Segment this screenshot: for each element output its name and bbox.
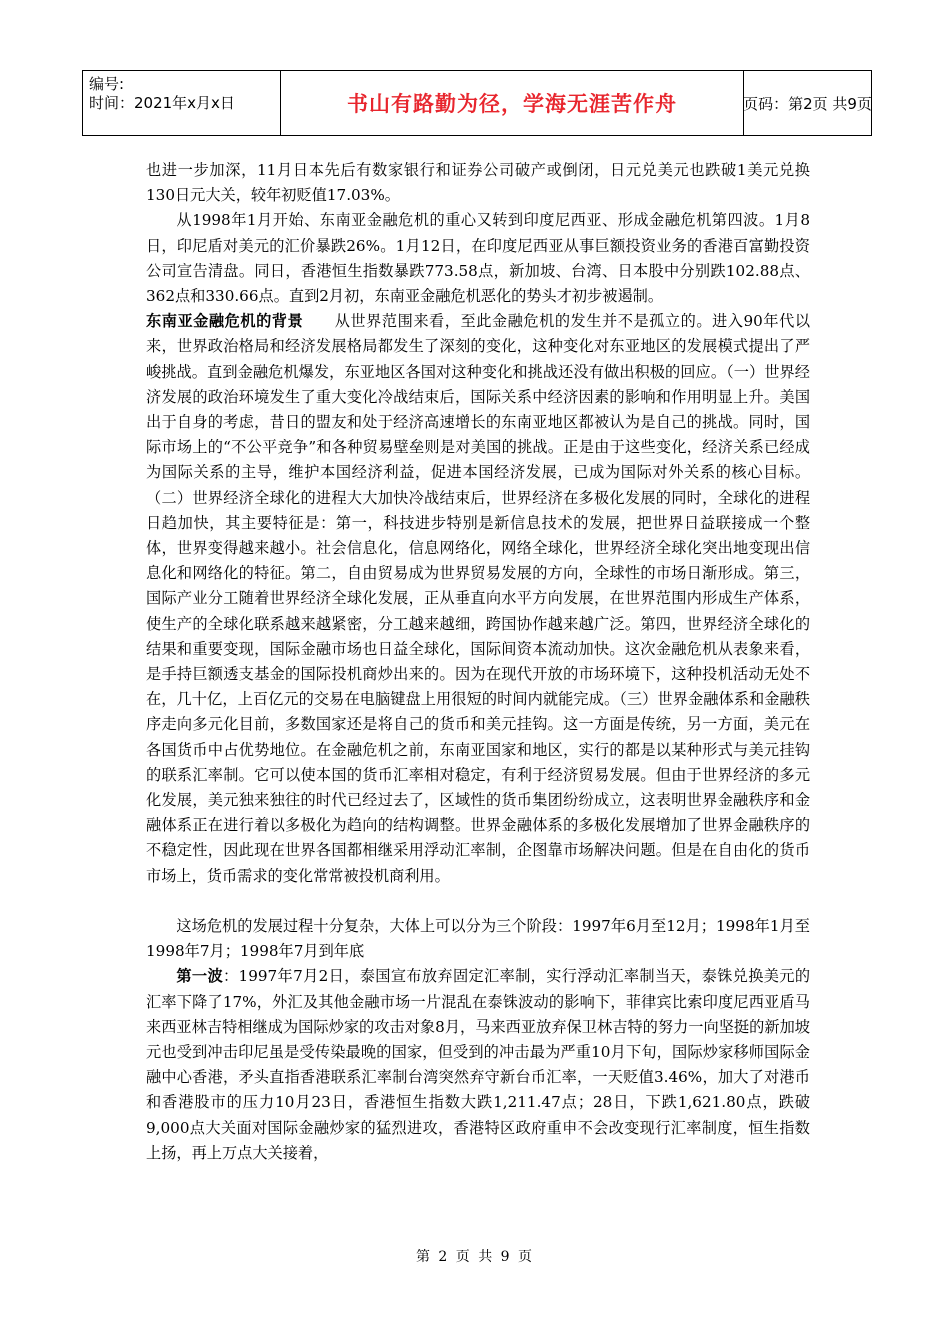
paragraph-spacer	[146, 889, 810, 914]
section-heading-background: 东南亚金融危机的背景	[146, 312, 304, 331]
header-slogan: 书山有路勤为径，学海无涯苦作舟	[281, 71, 744, 135]
page-footer: 第 2 页 共 9 页	[415, 1249, 535, 1265]
header-page-number: 页码：第2页 共9页	[743, 94, 872, 113]
paragraph-background-text: 从世界范围来看，至此金融危机的发生并不是孤立的。进入90年代以来，世界政治格局和经济发展格局都发生了深刻的变化，这种变化对东亚地区的发展模式提出了严峻挑战。直到金融危机爆发，东亚地区各国对这种变化和挑战还没有做出积极的回应。（一）世界经济发展的政治环境发生了重大变化冷战结束后，国际关系中经济因素的影响和作用明显上升。美国出于自身的考虑，昔日的盟友和处于经济高速增长的东南亚地区都被认为是自己的挑战。同时，国际市场上的“不公平竞争”和各种贸易壁垒则是对美国的挑战。正是由于这些变化，经济关系已经成为国际关系的主导，维护本国经济利益，促进本国经济发展，已成为国际对外关系的核心目标。（二）世界经济全球化的进程大大加快冷战结束后，世界经济在多极化发展的同时，全球化的进程日趋加快，其主要特征是：第一，科技进步特别是新信息技术的发展，把世界日益联接成一个整体，世界变得越来越小。社会信息化，信息网络化，网络全球化，世界经济全球化突出地变现出信息化和网络化的特征。第二，自由贸易成为世界贸易发展的方向，全球性的市场日渐形成。第三，国际产业分工随着世界经济全球化发展，正从垂直向水平方向发展，在世界范围内形成生产体系，使生产的全球化联系越来越紧密，分工越来越细，跨国协作越来越广泛。第四，世界经济全球化的结果和重要变现，国际金融市场也日益全球化，国际间资本流动加快。这次金融危机从表象来看，是手持巨额透支基金的国际投机商炒出来的。因为在现代开放的市场环境下，这种投机活动无处不在，几十亿，上百亿元的交易在电脑键盘上用很短的时间内就能完成。（三）世界金融体系和金融秩序走向多元化目前，多数国家还是将自己的货币和美元挂钩。这一方面是传统，另一方面，美元在各国货币中占优势地位。在金融危机之前，东南亚国家和地区，实行的都是以某种形式与美元挂钩的联系汇率制。它可以使本国的货币汇率相对稳定，有利于经济贸易发展。但由于世界经济的多元化发展，美元独来独往的时代已经过去了，区域性的货币集团纷纷成立，这表明世界金融秩序和金融体系正在进行着以多极化为趋向的结构调整。世界金融体系的多极化发展增加了世界金融秩序的不稳定性，因此现在世界各国都相继采用浮动汇率制，企图靠市场解决问题。但是在自由化的货币市场上，货币需求的变化常常被投机商利用。	[146, 312, 811, 885]
header-table	[82, 70, 872, 136]
paragraph-continuation: 也进一步加深，11月日本先后有数家银行和证券公司破产或倒闭，日元兑美元也跌破1美元兑换130日元大关，较年初贬值17.03%。	[146, 161, 810, 205]
document-number-label: 编号:	[89, 75, 125, 93]
document-time-label: 时间：2021年x月x日	[89, 94, 235, 112]
paragraph-first-wave	[146, 964, 810, 1166]
header-meta-cell	[83, 71, 281, 135]
paragraph-fourth-wave: 从1998年1月开始、东南亚金融危机的重心又转到印度尼西亚、形成金融危机第四波。1月8日，印尼盾对美元的汇价暴跌26%。1月12日，在印度尼西亚从事巨额投资业务的香港百富勤投资公司宣告清盘。同日，香港恒生指数暴跌773.58点，新加坡、台湾、日本股中分别跌102.88点、362点和330.66点。直到2月初，东南亚金融危机恶化的势头才初步被遏制。	[146, 211, 810, 306]
paragraph-background	[146, 309, 810, 889]
paragraph-first-wave-text: ：1997年7月2日，泰国宣布放弃固定汇率制，实行浮动汇率制当天，泰铢兑换美元的汇率下降了17%，外汇及其他金融市场一片混乱在泰铢波动的影响下，菲律宾比索印度尼西亚盾马来西亚林吉特相继成为国际炒家的攻击对象8月，马来西亚放弃保卫林吉特的努力一向坚挺的新加坡元也受到冲击印尼虽是受传染最晚的国家，但受到的冲击最为严重10月下旬，国际炒家移师国际金融中心香港，矛头直指香港联系汇率制台湾突然弃守新台币汇率，一天贬值3.46%，加大了对港币和香港股市的压力10月23日，香港恒生指数大跌1,211.47点；28日，下跌1,621.80点，跌破9,000点大关面对国际金融炒家的猛烈进攻，香港特区政府重申不会改变现行汇率制度，恒生指数上扬，再上万点大关接着，	[146, 967, 811, 1162]
paragraph-stages: 这场危机的发展过程十分复杂，大体上可以分为三个阶段：1997年6月至12月；1998年1月至1998年7月；1998年7月到年底	[146, 916, 810, 961]
document-body	[146, 158, 810, 1166]
section-heading-first-wave: 第一波	[176, 967, 224, 986]
